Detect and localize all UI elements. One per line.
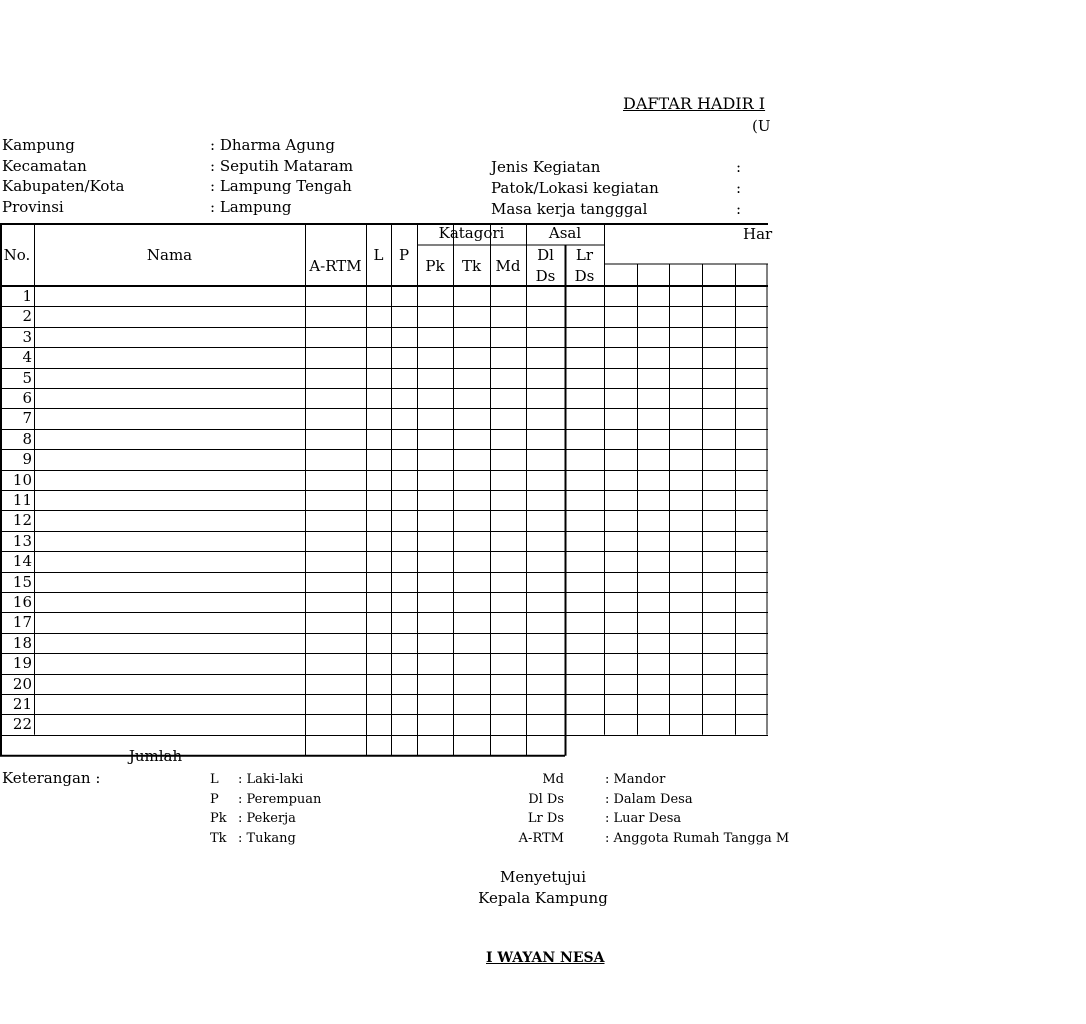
- info-label-jenis-kegiatan: Jenis Kegiatan: [491, 158, 601, 176]
- info-value-masa-kerja: :: [736, 200, 742, 218]
- row-number: 13: [12, 531, 32, 550]
- row-number: 21: [12, 695, 32, 713]
- legend-desc: : Dalam Desa: [605, 791, 693, 807]
- group-header-asal: Asal: [548, 224, 582, 242]
- legend-key: Md: [542, 772, 564, 787]
- row-number: 6: [22, 389, 32, 407]
- legend-key: Lr Ds: [527, 811, 564, 826]
- col-header-lr-ds-2: Ds: [574, 267, 595, 285]
- col-header-p: P: [398, 246, 410, 264]
- row-number: 22: [12, 715, 32, 734]
- col-header-pk: Pk: [425, 257, 445, 275]
- row-number: 4: [22, 348, 32, 367]
- row-number: 9: [22, 450, 32, 469]
- legend-desc: : Perempuan: [238, 791, 322, 807]
- row-number: 12: [12, 511, 32, 530]
- approval-line-2: Kepala Kampung: [478, 889, 608, 907]
- legend-key: Dl Ds: [528, 791, 564, 807]
- col-header-dl-ds-1: Dl: [537, 246, 554, 264]
- legend-key: L: [210, 772, 219, 787]
- legend-desc: : Mandor: [605, 772, 666, 787]
- row-number: 17: [12, 613, 32, 632]
- group-header-katagori: Katagori: [438, 224, 505, 242]
- info-label-masa-kerja: Masa kerja tangggal: [491, 200, 648, 218]
- row-number: 2: [22, 307, 32, 326]
- info-value-jenis-kegiatan: :: [736, 158, 742, 176]
- info-label-kampung: Kampung: [2, 136, 75, 154]
- legend-key: P: [210, 791, 219, 807]
- legend-key: A-RTM: [518, 830, 564, 846]
- col-header-md: Md: [495, 257, 521, 275]
- legend-key: Tk: [210, 830, 227, 846]
- legend-desc: : Anggota Rumah Tangga M: [605, 830, 790, 846]
- row-number: 16: [12, 593, 32, 611]
- info-label-patok-lokasi: Patok/Lokasi kegiatan: [491, 179, 659, 197]
- legend-desc: : Laki-laki: [238, 772, 304, 787]
- info-value-patok-lokasi: :: [736, 179, 742, 197]
- legend-key: Pk: [210, 811, 227, 826]
- col-header-artm: A-RTM: [309, 257, 362, 275]
- info-label-kabupaten: Kabupaten/Kota: [2, 177, 125, 195]
- row-number: 20: [12, 674, 32, 693]
- row-number: 5: [22, 368, 32, 387]
- col-header-lr-ds-1: Lr: [575, 246, 594, 264]
- legend-desc: : Pekerja: [238, 811, 296, 826]
- info-value-kabupaten: : Lampung Tengah: [210, 177, 352, 195]
- legend-desc: : Luar Desa: [605, 811, 682, 826]
- row-number: 10: [12, 470, 32, 489]
- info-label-provinsi: Provinsi: [2, 198, 64, 216]
- row-number: 8: [22, 429, 32, 448]
- approval-line-1: Menyetujui: [499, 868, 587, 886]
- info-value-kecamatan: : Seputih Mataram: [210, 157, 354, 175]
- col-header-tk: Tk: [461, 257, 482, 275]
- signer-name: I WAYAN NESA: [486, 950, 605, 966]
- row-number: 11: [12, 491, 32, 509]
- form-title: DAFTAR HADIR I: [623, 94, 766, 113]
- row-number: 3: [22, 327, 32, 346]
- info-value-provinsi: : Lampung: [210, 198, 292, 216]
- col-header-l: L: [373, 246, 384, 264]
- info-value-kampung: : Dharma Agung: [210, 136, 335, 154]
- col-header-dl-ds-2: Ds: [535, 267, 556, 285]
- info-label-kecamatan: Kecamatan: [2, 157, 87, 175]
- col-header-no: No.: [3, 246, 31, 264]
- row-number: 1: [22, 287, 32, 305]
- total-row-label: Jumlah: [128, 747, 183, 765]
- row-number: 14: [12, 552, 32, 571]
- row-number: 7: [22, 409, 32, 428]
- col-header-nama: Nama: [146, 246, 193, 264]
- legend-title: Keterangan :: [2, 769, 101, 787]
- legend-desc: : Tukang: [238, 830, 296, 846]
- row-number: 18: [12, 633, 32, 652]
- group-header-hari: Har: [743, 225, 773, 243]
- row-number: 19: [12, 654, 32, 673]
- form-subtitle: (U: [752, 117, 771, 135]
- row-number: 15: [12, 572, 32, 591]
